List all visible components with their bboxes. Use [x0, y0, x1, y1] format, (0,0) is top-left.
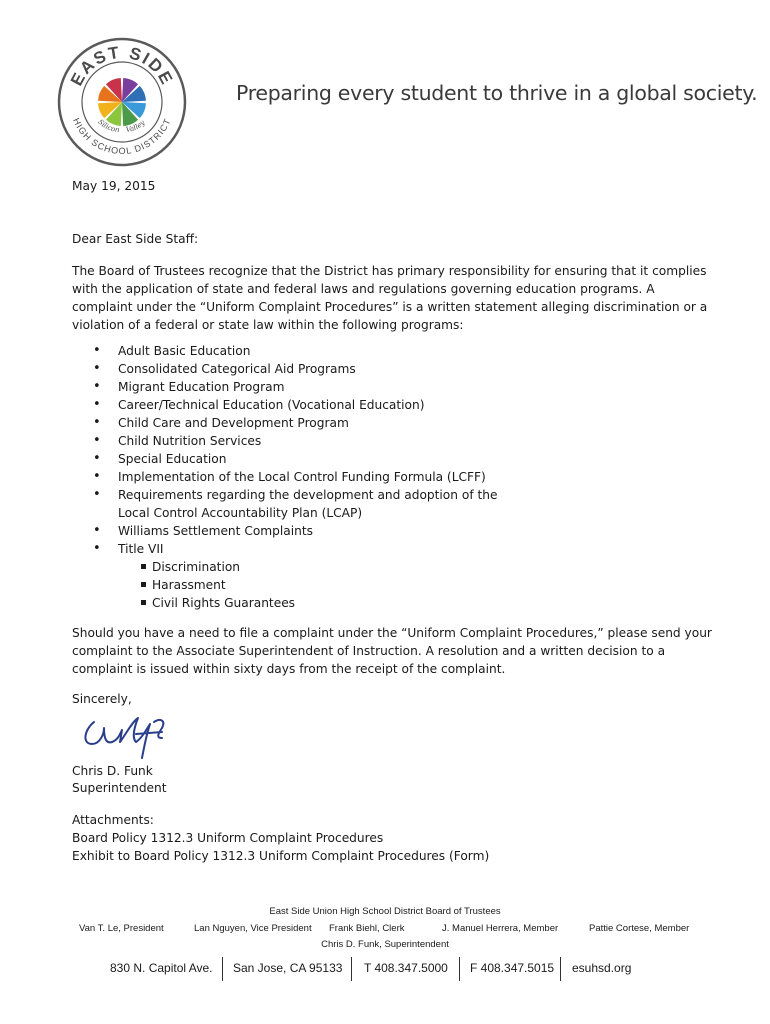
letter-intro-paragraph: The Board of Trustees recognize that the District has primary responsibility for ensuring that it complies with the application of state and federal laws and regulations governing education programs. A complaint under the “Uniform Complaint Procedures” is a written statement alleging discrimination or a violation of a federal or state law within the following programs: — [72, 264, 708, 332]
program-item: • Child Nutrition Services — [72, 432, 712, 450]
letter-date: May 19, 2015 — [72, 179, 156, 193]
program-list — [72, 342, 712, 612]
board-title: East Side Union High School District Board of Trustees — [269, 906, 501, 917]
board-member: Frank Biehl, Clerk — [329, 923, 405, 934]
title-vii-item: Discrimination — [118, 558, 712, 576]
program-item-label: Title VII — [118, 542, 164, 556]
contact-divider — [222, 957, 223, 981]
board-member: Van T. Le, President — [79, 923, 164, 934]
district-logo — [56, 36, 188, 168]
contact-phone: T 408.347.5000 — [364, 961, 448, 975]
logo-top-text: EAST SIDE — [66, 42, 178, 89]
handwritten-signature — [72, 708, 182, 760]
program-item: • Child Care and Development Program — [72, 414, 712, 432]
contact-city: San Jose, CA 95133 — [233, 961, 343, 975]
logo-inner-left-text: Silicon — [96, 117, 120, 135]
title-vii-item: Civil Rights Guarantees — [118, 594, 712, 612]
district-tagline: Preparing every student to thrive in a global society. — [236, 81, 758, 105]
program-item: • Requirements regarding the development and adoption of the Local Control Accountability Plan (LCAP) — [72, 486, 508, 522]
contact-address: 830 N. Capitol Ave. — [110, 961, 213, 975]
letter-sign-off: Sincerely, — [72, 692, 132, 706]
letter-closing-paragraph: Should you have a need to file a complaint under the “Uniform Complaint Procedures,” please send your complaint to the Associate Superintendent of Instruction. A resolution and a written decision to a complaint is issued within sixty days from the receipt of the complaint. — [72, 626, 712, 676]
letter-salutation: Dear East Side Staff: — [72, 232, 199, 246]
program-item: • Migrant Education Program — [72, 378, 712, 396]
contact-divider — [560, 957, 561, 981]
signer-name: Chris D. Funk — [72, 764, 153, 778]
logo-inner-right-text: Valley — [125, 118, 147, 135]
attachment-item: Exhibit to Board Policy 1312.3 Uniform Complaint Procedures (Form) — [72, 849, 490, 863]
title-vii-item: Harassment — [118, 576, 712, 594]
contact-divider — [459, 957, 460, 981]
attachments-heading: Attachments: — [72, 813, 154, 827]
program-item: • Special Education — [72, 450, 712, 468]
program-item: • Consolidated Categorical Aid Programs — [72, 360, 712, 378]
title-vii-sublist — [118, 558, 712, 612]
contact-divider — [351, 957, 352, 981]
board-member: Pattie Cortese, Member — [589, 923, 690, 934]
footer-superintendent: Chris D. Funk, Superintendent — [321, 939, 449, 950]
contact-bar — [0, 957, 770, 981]
program-item: • Implementation of the Local Control Funding Formula (LCFF) — [72, 468, 712, 486]
contact-website[interactable]: esuhsd.org — [572, 961, 632, 975]
contact-fax: F 408.347.5015 — [470, 961, 555, 975]
board-member: Lan Nguyen, Vice President — [194, 923, 312, 934]
program-item-title-vii — [72, 540, 712, 612]
program-item: • Williams Settlement Complaints — [72, 522, 712, 540]
signer-title: Superintendent — [72, 781, 167, 795]
program-item: • Adult Basic Education — [72, 342, 712, 360]
board-member: J. Manuel Herrera, Member — [442, 923, 559, 934]
logo-bottom-text: HIGH SCHOOL DISTRICT — [71, 116, 173, 157]
attachment-item: Board Policy 1312.3 Uniform Complaint Procedures — [72, 831, 384, 845]
program-item: • Career/Technical Education (Vocational Education) — [72, 396, 712, 414]
